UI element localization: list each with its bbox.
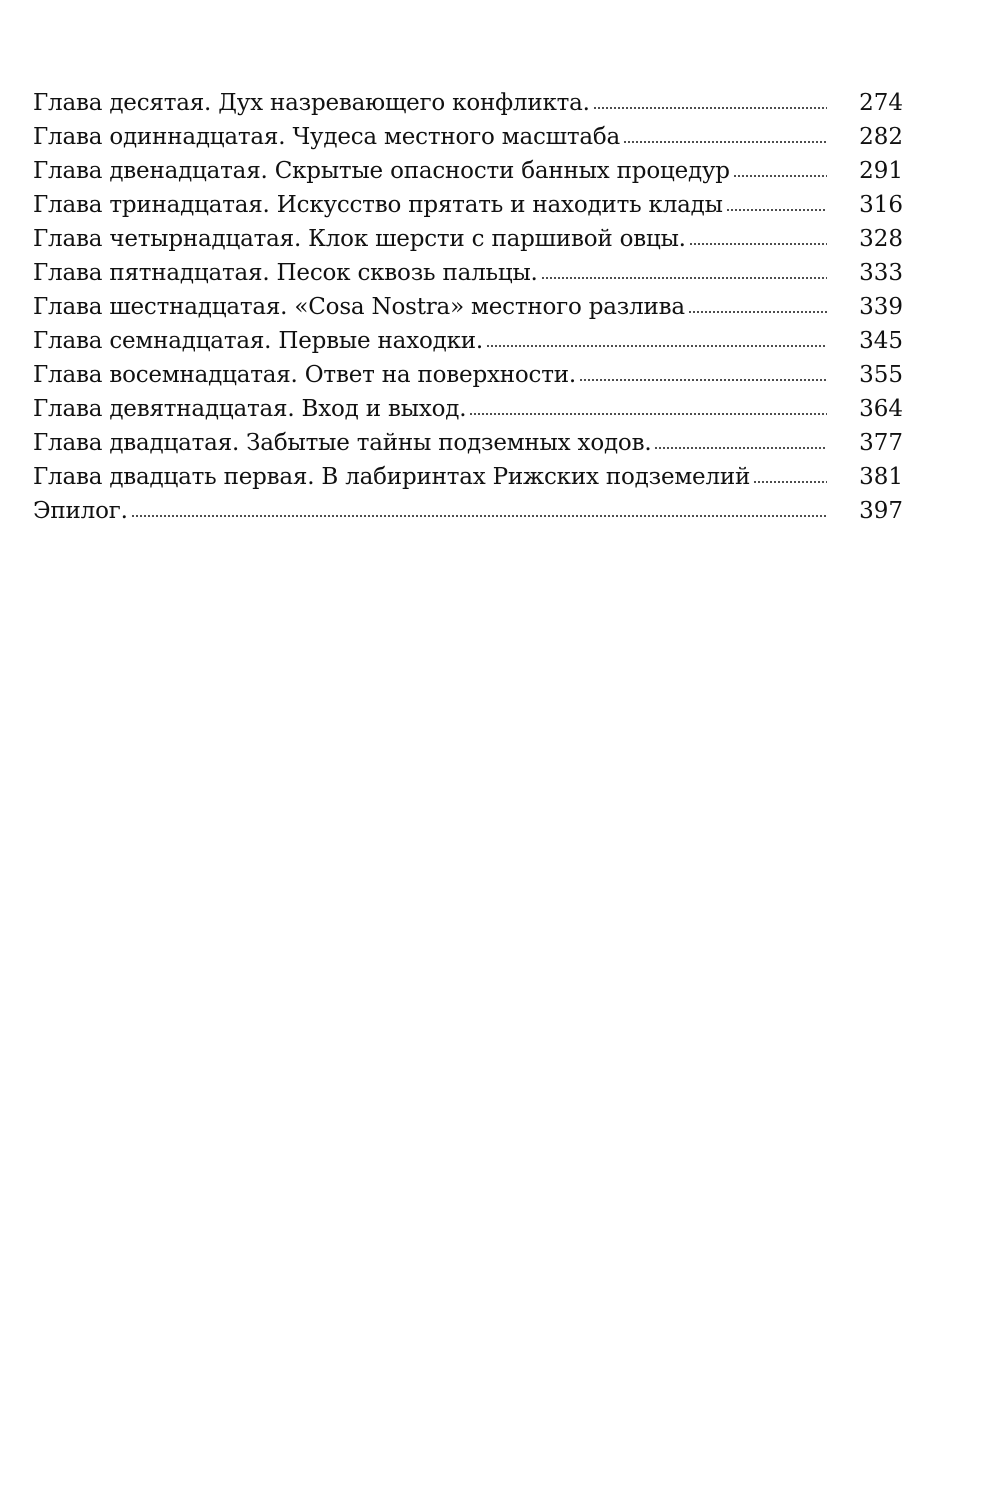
- toc-entry-title: Глава восемнадцатая. Ответ на поверхности.: [33, 362, 576, 388]
- toc-entry-chapter-15: [33, 256, 903, 290]
- toc-entry-page: 333: [859, 260, 903, 286]
- toc-entry-title: Глава девятнадцатая. Вход и выход.: [33, 396, 467, 422]
- toc-entry-title: Глава семнадцатая. Первые находки.: [33, 328, 483, 354]
- dot-leader: [726, 209, 827, 211]
- toc-entry-chapter-18: [33, 358, 903, 392]
- toc-entry-chapter-14: [33, 222, 903, 256]
- dot-leader: [753, 481, 827, 483]
- toc-entry-epilogue: [33, 494, 903, 528]
- dot-leader: [469, 413, 827, 415]
- toc-entry-title: Глава пятнадцатая. Песок сквозь пальцы.: [33, 260, 538, 286]
- dot-leader: [733, 175, 827, 177]
- toc-entry-page: 381: [859, 464, 903, 490]
- toc-entry-chapter-17: [33, 324, 903, 358]
- toc-entry-chapter-10: [33, 86, 903, 120]
- toc-entry-chapter-21: [33, 460, 903, 494]
- dot-leader: [579, 379, 827, 381]
- toc-entry-page: 282: [859, 124, 903, 150]
- dot-leader: [131, 515, 827, 517]
- dot-leader: [623, 141, 827, 143]
- dot-leader: [486, 345, 827, 347]
- toc-entry-title: Глава двенадцатая. Скрытые опасности банных процедур: [33, 158, 730, 184]
- toc-entry-page: 291: [859, 158, 903, 184]
- toc-entry-title: Глава двадцать первая. В лабиринтах Рижских подземелий: [33, 464, 751, 490]
- toc-entry-page: 397: [859, 498, 903, 524]
- toc-entry-chapter-11: [33, 120, 903, 154]
- toc-entry-title: Глава одиннадцатая. Чудеса местного масштаба: [33, 124, 621, 150]
- toc-entry-title: Глава шестнадцатая. «Cosa Nostra» местного разлива: [33, 294, 685, 320]
- toc-entry-page: 345: [859, 328, 903, 354]
- dot-leader: [688, 311, 827, 313]
- dot-leader: [654, 447, 827, 449]
- toc-entry-title: Глава десятая. Дух назревающего конфликта.: [33, 90, 590, 116]
- dot-leader: [593, 107, 827, 109]
- toc-entry-page: 364: [859, 396, 903, 422]
- toc-entry-chapter-19: [33, 392, 903, 426]
- toc-entry-page: 316: [859, 192, 903, 218]
- toc-entry-chapter-20: [33, 426, 903, 460]
- toc-entry-page: 328: [859, 226, 903, 252]
- toc-entry-page: 355: [859, 362, 903, 388]
- toc-entry-title: Глава четырнадцатая. Клок шерсти с паршивой овцы.: [33, 226, 686, 252]
- toc-entry-page: 274: [859, 90, 903, 116]
- table-of-contents: [33, 86, 903, 528]
- toc-entry-chapter-13: [33, 188, 903, 222]
- toc-entry-page: 339: [859, 294, 903, 320]
- toc-entry-chapter-12: [33, 154, 903, 188]
- dot-leader: [689, 243, 827, 245]
- dot-leader: [541, 277, 827, 279]
- toc-entry-page: 377: [859, 430, 903, 456]
- toc-entry-title: Глава двадцатая. Забытые тайны подземных ходов.: [33, 430, 652, 456]
- toc-entry-chapter-16: [33, 290, 903, 324]
- toc-entry-title: Глава тринадцатая. Искусство прятать и находить клады: [33, 192, 723, 218]
- toc-entry-title: Эпилог.: [33, 498, 128, 524]
